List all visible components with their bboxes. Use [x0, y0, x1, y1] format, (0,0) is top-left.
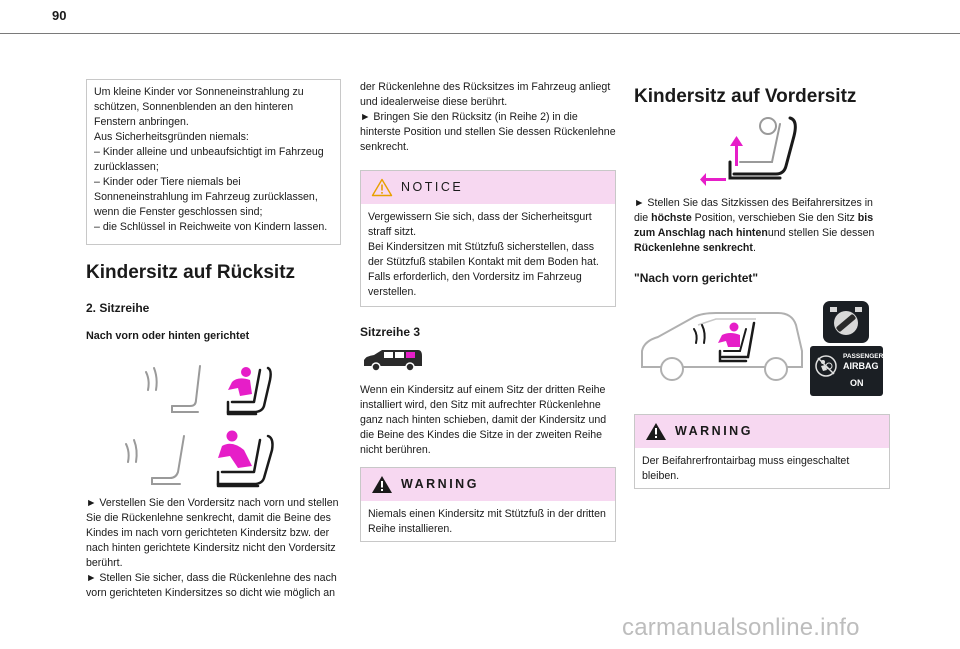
text-line: – die Schlüssel in Reichweite von Kindern lassen.	[94, 221, 328, 233]
text-line: vorn gerichteten Kindersitzes so dicht wie möglich an	[86, 587, 336, 599]
warning-header	[361, 468, 615, 501]
notice-header	[361, 171, 615, 204]
rear-seat-heading: Kindersitz auf Rücksitz	[86, 262, 296, 283]
notice-text	[368, 210, 613, 300]
text-line: – Kinder oder Tiere niemals bei	[94, 176, 241, 188]
front-seat-heading: Kindersitz auf Vordersitz	[634, 86, 857, 107]
text-line: Bei Kindersitzen mit Stützfuß sicherstellen, dass	[368, 241, 595, 253]
text-line: Wenn ein Kindersitz auf einem Sitz der dritten Reihe	[360, 384, 606, 396]
forward-facing-heading: "Nach vorn gerichtet"	[634, 271, 759, 285]
text-run: Position, verschieben Sie den Sitz	[691, 212, 858, 224]
header-rule	[0, 33, 960, 34]
text-run-bold: höchste	[651, 212, 692, 224]
sun-protection-text	[94, 85, 339, 235]
warning-label: WARNING	[675, 424, 753, 438]
text-line: installiert wird, den Sitz mit aufrechter Rückenlehne	[360, 399, 601, 411]
text-run: die	[634, 212, 652, 224]
text-line: Sonneneinstrahlung im Fahrzeug zurücklassen,	[94, 191, 318, 203]
vehicle-row3-icon	[360, 348, 424, 372]
airbag-off-symbol-icon	[814, 354, 838, 378]
text-line: der Rückenlehne des Rücksitzes im Fahrzeug anliegt	[360, 81, 611, 93]
forward-facing-seat-illustration	[140, 360, 280, 420]
text-line: – Kinder alleine und unbeaufsichtigt im Fahrzeug	[94, 146, 324, 158]
text-line: und idealerweise diese berührt.	[360, 96, 508, 108]
watermark: carmanualsonline.info	[622, 614, 860, 641]
notice-label: NOTICE	[401, 180, 464, 194]
row2-instructions	[86, 496, 348, 601]
row3-warning-box	[360, 467, 616, 542]
text-line: berührt.	[86, 557, 123, 569]
text-line	[634, 196, 896, 211]
notice-box	[360, 170, 616, 307]
airbag-label-airbag: AIRBAG	[843, 361, 879, 371]
front-seat-instructions	[634, 196, 896, 256]
text-run-bold: bis	[857, 212, 874, 224]
text-line: nach hinten gerichtete Kindersitz nicht den Vordersitz	[86, 542, 336, 554]
airbag-warning-box	[634, 414, 890, 489]
text-line: ► Stellen Sie sicher, dass die Rückenlehne des nach	[86, 572, 337, 584]
text-line: ► Verstellen Sie den Vordersitz nach vorn und stellen	[86, 497, 339, 509]
warning-triangle-icon	[371, 475, 393, 494]
text-line: die Beine des Kindes die Sitze in der zweiten Reihe	[360, 429, 603, 441]
text-line: Fenstern anbringen.	[94, 116, 189, 128]
airbag-switch-icon	[823, 301, 869, 343]
text-run-bold: Rückenlehne senkrecht	[634, 242, 753, 254]
text-line: wenn die Fenster geschlossen sind;	[94, 206, 263, 218]
text-line: Um kleine Kinder vor Sonneneinstrahlung zu	[94, 86, 304, 98]
text-line	[634, 211, 896, 226]
seat-adjust-illustration	[700, 114, 806, 188]
row2-heading: 2. Sitzreihe	[86, 301, 150, 315]
text-run: .	[752, 242, 756, 254]
passenger-airbag-indicator	[810, 346, 883, 396]
direction-heading: Nach vorn oder hinten gerichtet	[86, 330, 250, 342]
text-line: Der Beifahrerfrontairbag muss eingeschaltet	[642, 455, 850, 467]
row3-text	[360, 383, 620, 458]
text-line	[634, 241, 896, 256]
text-line: straff sitzt.	[368, 226, 417, 238]
text-line: Niemals einen Kindersitz mit Stützfuß in der dritten	[368, 508, 606, 520]
text-line: bleiben.	[642, 470, 680, 482]
page-number: 90	[52, 8, 67, 23]
text-line: der Stützfuß stabilen Kontakt mit dem Boden hat.	[368, 256, 599, 268]
airbag-warning-text	[642, 454, 887, 484]
text-line: Sie die Rückenlehne senkrecht, damit die Beine des	[86, 512, 331, 524]
warning-label: WARNING	[401, 477, 479, 491]
airbag-label-passenger: PASSENGER	[843, 353, 884, 360]
row3-heading: Sitzreihe 3	[360, 325, 421, 339]
text-line: Vergewissern Sie sich, dass der Sicherheitsgurt	[368, 211, 592, 223]
rear-seat-continued-text	[360, 80, 620, 155]
airbag-label-on: ON	[850, 378, 864, 388]
text-line: senkrecht.	[360, 141, 409, 153]
row3-warning-text	[368, 507, 613, 537]
warning-triangle-icon	[645, 422, 667, 441]
text-line: ► Bringen Sie den Rücksitz (in Reihe 2) in die	[360, 111, 578, 123]
text-line: Kindes im nach vorn gerichteten Kindersitz bzw. der	[86, 527, 330, 539]
sun-protection-box	[86, 79, 341, 245]
text-line: nicht berühren.	[360, 444, 431, 456]
notice-triangle-icon	[371, 178, 393, 197]
text-run: und stellen Sie dessen	[767, 227, 875, 239]
text-line: Reihe installieren.	[368, 523, 453, 535]
text-line: ganz nach hinten schieben, damit der Kindersitz und	[360, 414, 607, 426]
text-line: Aus Sicherheitsgründen niemals:	[94, 131, 249, 143]
text-run: ► Stellen Sie das Sitzkissen des Beifahrersitzes in	[634, 197, 873, 209]
rear-facing-seat-illustration	[118, 428, 283, 490]
text-line: Falls erforderlich, den Vordersitz im Fahrzeug	[368, 271, 582, 283]
text-line: verstellen.	[368, 286, 417, 298]
text-line: zurücklassen;	[94, 161, 159, 173]
text-line: hinterste Position und stellen Sie dessen Rückenlehne	[360, 126, 616, 138]
text-line: schützen, Sonnenblenden an den hinteren	[94, 101, 294, 113]
warning-header	[635, 415, 889, 448]
car-front-seat-illustration	[636, 305, 806, 385]
text-line	[634, 226, 896, 241]
text-run-bold: zum Anschlag nach hinten	[634, 227, 768, 239]
